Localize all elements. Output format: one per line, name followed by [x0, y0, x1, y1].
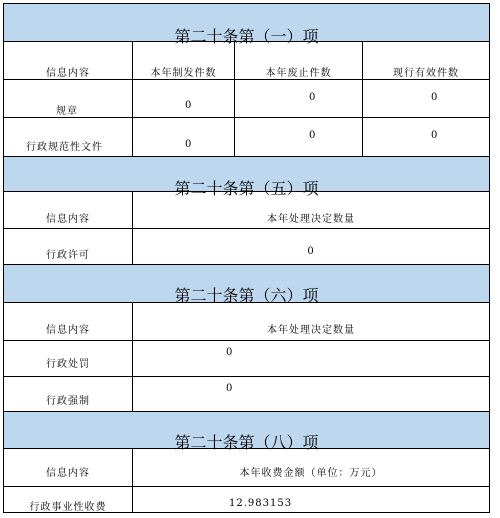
value-cell [132, 377, 489, 411]
header-cell [132, 192, 489, 228]
value-cell [234, 118, 362, 156]
section-1-header-row [4, 41, 489, 79]
disclosure-table [3, 3, 490, 513]
header-cell [4, 42, 132, 79]
section-4-header-row [4, 448, 489, 486]
section-3-title: 第二十条第（六）项 [174, 286, 319, 305]
table-row [4, 486, 489, 512]
valid-value: 0 [431, 92, 439, 103]
header-cell [132, 449, 489, 486]
table-row [4, 340, 489, 376]
decision-value: 0 [226, 347, 234, 358]
table-row [4, 228, 489, 264]
value-cell [362, 118, 489, 156]
row-label-cell [4, 377, 132, 411]
header-valid-count: 现行有效件数 [393, 68, 459, 79]
header-cell [4, 192, 132, 228]
header-abolished-count: 本年废止件数 [265, 68, 332, 79]
section-2-header-row [4, 191, 489, 228]
row-label: 行政规范性文件 [26, 142, 103, 153]
header-cell [132, 303, 489, 340]
value-cell [362, 80, 489, 117]
row-label-cell [4, 80, 132, 117]
header-fee-amount: 本年收费金额（单位：万元） [239, 468, 383, 479]
section-3-title-row [4, 264, 489, 305]
section-1-title-row [4, 4, 489, 46]
row-label: 行政事业性收费 [29, 502, 107, 513]
row-label-cell [4, 341, 132, 376]
abolished-value: 0 [309, 92, 317, 103]
valid-value: 0 [431, 130, 439, 141]
row-label: 行政强制 [46, 396, 90, 407]
value-cell [132, 80, 234, 117]
header-info-content: 信息内容 [46, 214, 90, 225]
table-row [4, 376, 489, 411]
header-decision-count: 本年处理决定数量 [267, 214, 355, 225]
row-label-cell [4, 118, 132, 156]
row-label: 行政处罚 [46, 359, 90, 370]
section-4-title-row [4, 411, 489, 452]
header-cell [4, 303, 132, 340]
issued-value: 0 [185, 139, 193, 150]
value-cell [132, 487, 489, 512]
abolished-value: 0 [309, 130, 317, 141]
header-issued-count: 本年制发件数 [150, 68, 217, 79]
section-1-title: 第二十条第（一）项 [174, 27, 319, 46]
value-cell [234, 80, 362, 117]
row-label-cell [4, 487, 132, 512]
decision-value: 0 [307, 246, 315, 257]
header-info-content: 信息内容 [46, 325, 90, 336]
row-label: 规章 [56, 106, 78, 117]
row-label-cell [4, 229, 132, 264]
section-4-title: 第二十条第（八）项 [174, 433, 319, 452]
header-cell [234, 42, 362, 79]
value-cell [132, 118, 234, 156]
section-2-title: 第二十条第（五）项 [174, 179, 319, 198]
issued-value: 0 [185, 100, 193, 111]
section-3-header-row [4, 302, 489, 340]
header-decision-count: 本年处理决定数量 [267, 325, 355, 336]
table-row [4, 117, 489, 156]
section-2-title-row [4, 156, 489, 198]
table-row [4, 79, 489, 117]
header-info-content: 信息内容 [46, 468, 90, 479]
value-cell [132, 341, 489, 376]
fee-value: 12.983153 [229, 498, 293, 509]
decision-value: 0 [226, 383, 234, 394]
row-label: 行政许可 [46, 250, 90, 261]
header-cell [362, 42, 489, 79]
header-cell [132, 42, 234, 79]
header-cell [4, 449, 132, 486]
header-info-content: 信息内容 [46, 68, 90, 79]
value-cell [132, 229, 489, 264]
